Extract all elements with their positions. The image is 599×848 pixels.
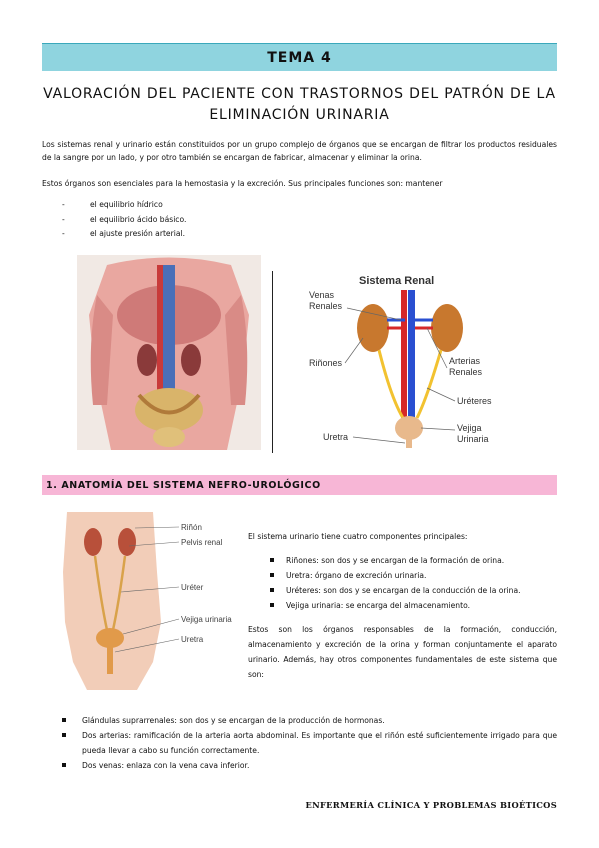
list-item: - el ajuste presión arterial. bbox=[62, 227, 186, 242]
title-line-1: VALORACIÓN DEL PACIENTE CON TRASTORNOS DEL PATRÓN DE LA bbox=[43, 86, 556, 102]
label-arterias-line1: Arterias bbox=[449, 356, 481, 366]
list-item: Glándulas suprarrenales: son dos y se encargan de la producción de hormonas. bbox=[62, 713, 557, 728]
section-1-paragraph: Estos son los órganos responsables de la formación, conducción, almacenamiento y excreción de la orina y forman conjuntamente el aparato urinario. Además, hay otros componentes fundamentales de este sistema que son: bbox=[248, 625, 557, 679]
list-item: - el equilibrio hídrico bbox=[62, 198, 186, 213]
intro-paragraph-2: Estos órganos son esenciales para la hemostasia y la excreción. Sus principales funciones son: mantener bbox=[42, 179, 443, 188]
list-item: Dos arterias: ramificación de la arteria aorta abdominal. Es importante que el riñón esté suficientemente irrigado para que pueda llevar a cabo su función correctamente. bbox=[62, 728, 557, 758]
section-1-intro: El sistema urinario tiene cuatro componentes principales: bbox=[248, 532, 468, 541]
section-1-header bbox=[42, 475, 557, 495]
intro-paragraph-1: Los sistemas renal y urinario están constituidos por un grupo complejo de órganos que se encargan de filtrar los productos residuales de la sangre por un lado, y por otro también se encargan de fabricar, almacenar y eliminar la orina. bbox=[42, 140, 557, 162]
section-1-title: 1. ANATOMÍA DEL SISTEMA NEFRO-UROLÓGICO bbox=[46, 479, 321, 491]
list-item: Dos venas: enlaza con la vena cava inferior. bbox=[62, 758, 557, 773]
body-label-rinon: Riñón bbox=[181, 523, 202, 532]
label-rinones: Riñones bbox=[309, 358, 343, 368]
label-uretra: Uretra bbox=[323, 432, 349, 442]
tema-label: TEMA 4 bbox=[267, 49, 332, 66]
other-components-list bbox=[62, 713, 557, 773]
torso-anatomy-image bbox=[77, 255, 261, 450]
page-title bbox=[42, 84, 557, 126]
body-label-uretra: Uretra bbox=[181, 635, 204, 644]
list-item: Riñones: son dos y se encargan de la formación de orina. bbox=[270, 553, 521, 568]
image-divider bbox=[272, 271, 273, 453]
tema-header bbox=[42, 43, 557, 71]
body-label-ureter: Uréter bbox=[181, 583, 204, 592]
label-venas-line1: Venas bbox=[309, 290, 335, 300]
functions-list bbox=[62, 198, 186, 242]
body-label-vejiga: Vejiga urinaria bbox=[181, 615, 232, 624]
list-item: Uréteres: son dos y se encargan de la conducción de la orina. bbox=[270, 583, 521, 598]
page-footer: ENFERMERÍA CLÍNICA Y PROBLEMAS BIOÉTICOS bbox=[305, 800, 557, 810]
list-item: Uretra: órgano de excreción urinaria. bbox=[270, 568, 521, 583]
title-line-2: ELIMINACIÓN URINARIA bbox=[209, 107, 390, 123]
components-list bbox=[270, 553, 521, 613]
label-venas-line2: Renales bbox=[309, 301, 343, 311]
body-label-pelvis: Pelvis renal bbox=[181, 538, 223, 547]
label-vejiga-line2: Urinaria bbox=[457, 434, 489, 444]
label-ureteres: Uréteres bbox=[457, 396, 492, 406]
list-item: - el equilibrio ácido básico. bbox=[62, 213, 186, 228]
list-item: Vejiga urinaria: se encarga del almacenamiento. bbox=[270, 598, 521, 613]
label-arterias-line2: Renales bbox=[449, 367, 483, 377]
renal-system-diagram bbox=[287, 268, 512, 450]
label-vejiga-line1: Vejiga bbox=[457, 423, 482, 433]
urinary-system-body-image bbox=[57, 512, 237, 690]
renal-diagram-title: Sistema Renal bbox=[359, 275, 435, 287]
